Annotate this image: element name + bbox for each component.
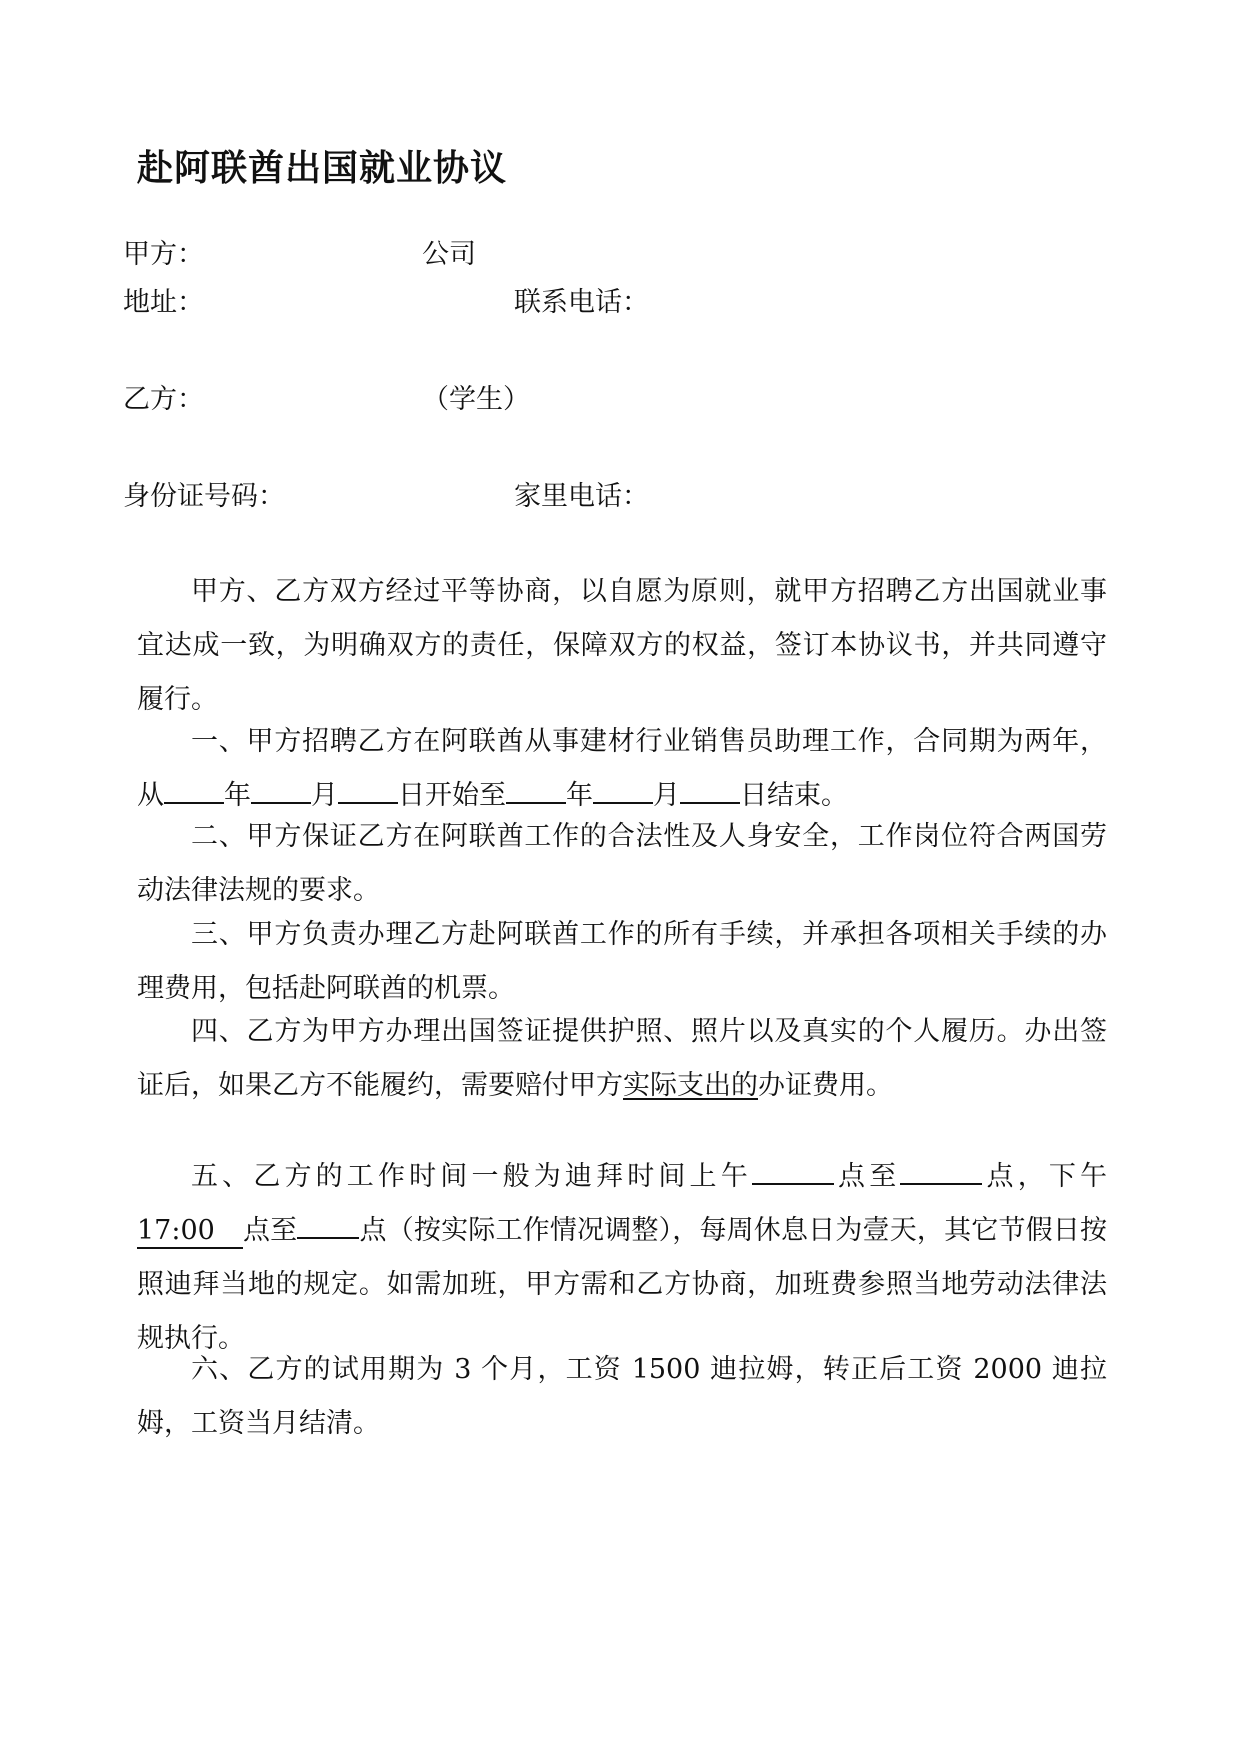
clause-3: 三、甲方负责办理乙方赴阿联酋工作的所有手续，并承担各项相关手续的办理费用，包括赴阿联酋的机票。: [137, 919, 1107, 1004]
clause-5-rest: 点（按实际工作情况调整），每周休息日为壹天，其它节假日按照迪拜当地的规定。如需加班，甲方需和乙方协商，加班费参照当地劳动法律法规执行。: [137, 1215, 1108, 1354]
clause-4-end: 办证费用。: [758, 1070, 893, 1101]
party-a-label: 甲方：: [123, 239, 204, 270]
pm-label: 点，下午: [982, 1161, 1108, 1192]
party-b-suffix: （学生）: [422, 384, 530, 415]
am-to-label: 点至: [833, 1161, 901, 1192]
start-year-blank: [164, 774, 224, 804]
home-phone-label: 家里电话：: [514, 481, 649, 512]
clause-4-underlined: 实际支出的: [623, 1070, 758, 1101]
end-day-label: 日结束。: [740, 780, 848, 811]
start-year-label: 年: [224, 780, 251, 811]
id-number-label: 身份证号码：: [123, 481, 285, 512]
clause-4: [137, 1005, 1107, 1113]
am-end-blank: [900, 1155, 982, 1185]
end-month-blank: [593, 774, 653, 804]
end-day-blank: [680, 774, 740, 804]
intro-paragraph: 甲方、乙方双方经过平等协商，以自愿为原则，就甲方招聘乙方出国就业事宜达成一致，为明确双方的责任，保障双方的权益，签订本协议书，并共同遵守履行。: [137, 576, 1107, 715]
start-day-blank: [338, 774, 398, 804]
end-month-label: 月: [653, 780, 680, 811]
clause-5-text: 五、乙方的工作时间一般为迪拜时间上午: [191, 1161, 752, 1192]
clause-1: [137, 715, 1107, 823]
address-label: 地址：: [123, 287, 204, 318]
clause-5: [137, 1150, 1107, 1366]
pm-start-time: 17:00: [137, 1215, 243, 1249]
clause-1-text: 一、甲方招聘乙方在阿联酋从事建材行业销售员助理工作，合同期为两年，从: [137, 726, 1107, 811]
start-month-blank: [251, 774, 311, 804]
party-a-suffix: 公司: [422, 239, 476, 270]
clause-2: 二、甲方保证乙方在阿联酋工作的合法性及人身安全，工作岗位符合两国劳动法律法规的要求。: [137, 821, 1107, 906]
start-month-label: 月: [311, 780, 338, 811]
clause-6: 六、乙方的试用期为 3 个月，工资 1500 迪拉姆，转正后工资 2000 迪拉姆，工资当月结清。: [137, 1354, 1107, 1439]
contact-phone-label: 联系电话：: [514, 287, 649, 318]
clause-4-text: 四、乙方为甲方办理出国签证提供护照、照片以及真实的个人履历。办出签证后，如果乙方不能履约，需要赔付甲方: [137, 1016, 1107, 1101]
start-day-label: 日开始至: [398, 780, 506, 811]
end-year-blank: [506, 774, 566, 804]
pm-to-label: 点至: [242, 1215, 298, 1246]
party-b-label: 乙方：: [123, 384, 204, 415]
end-year-label: 年: [566, 780, 593, 811]
pm-end-blank: [297, 1209, 359, 1239]
am-start-blank: [752, 1155, 834, 1185]
document-title: 赴阿联酋出国就业协议: [137, 147, 508, 189]
